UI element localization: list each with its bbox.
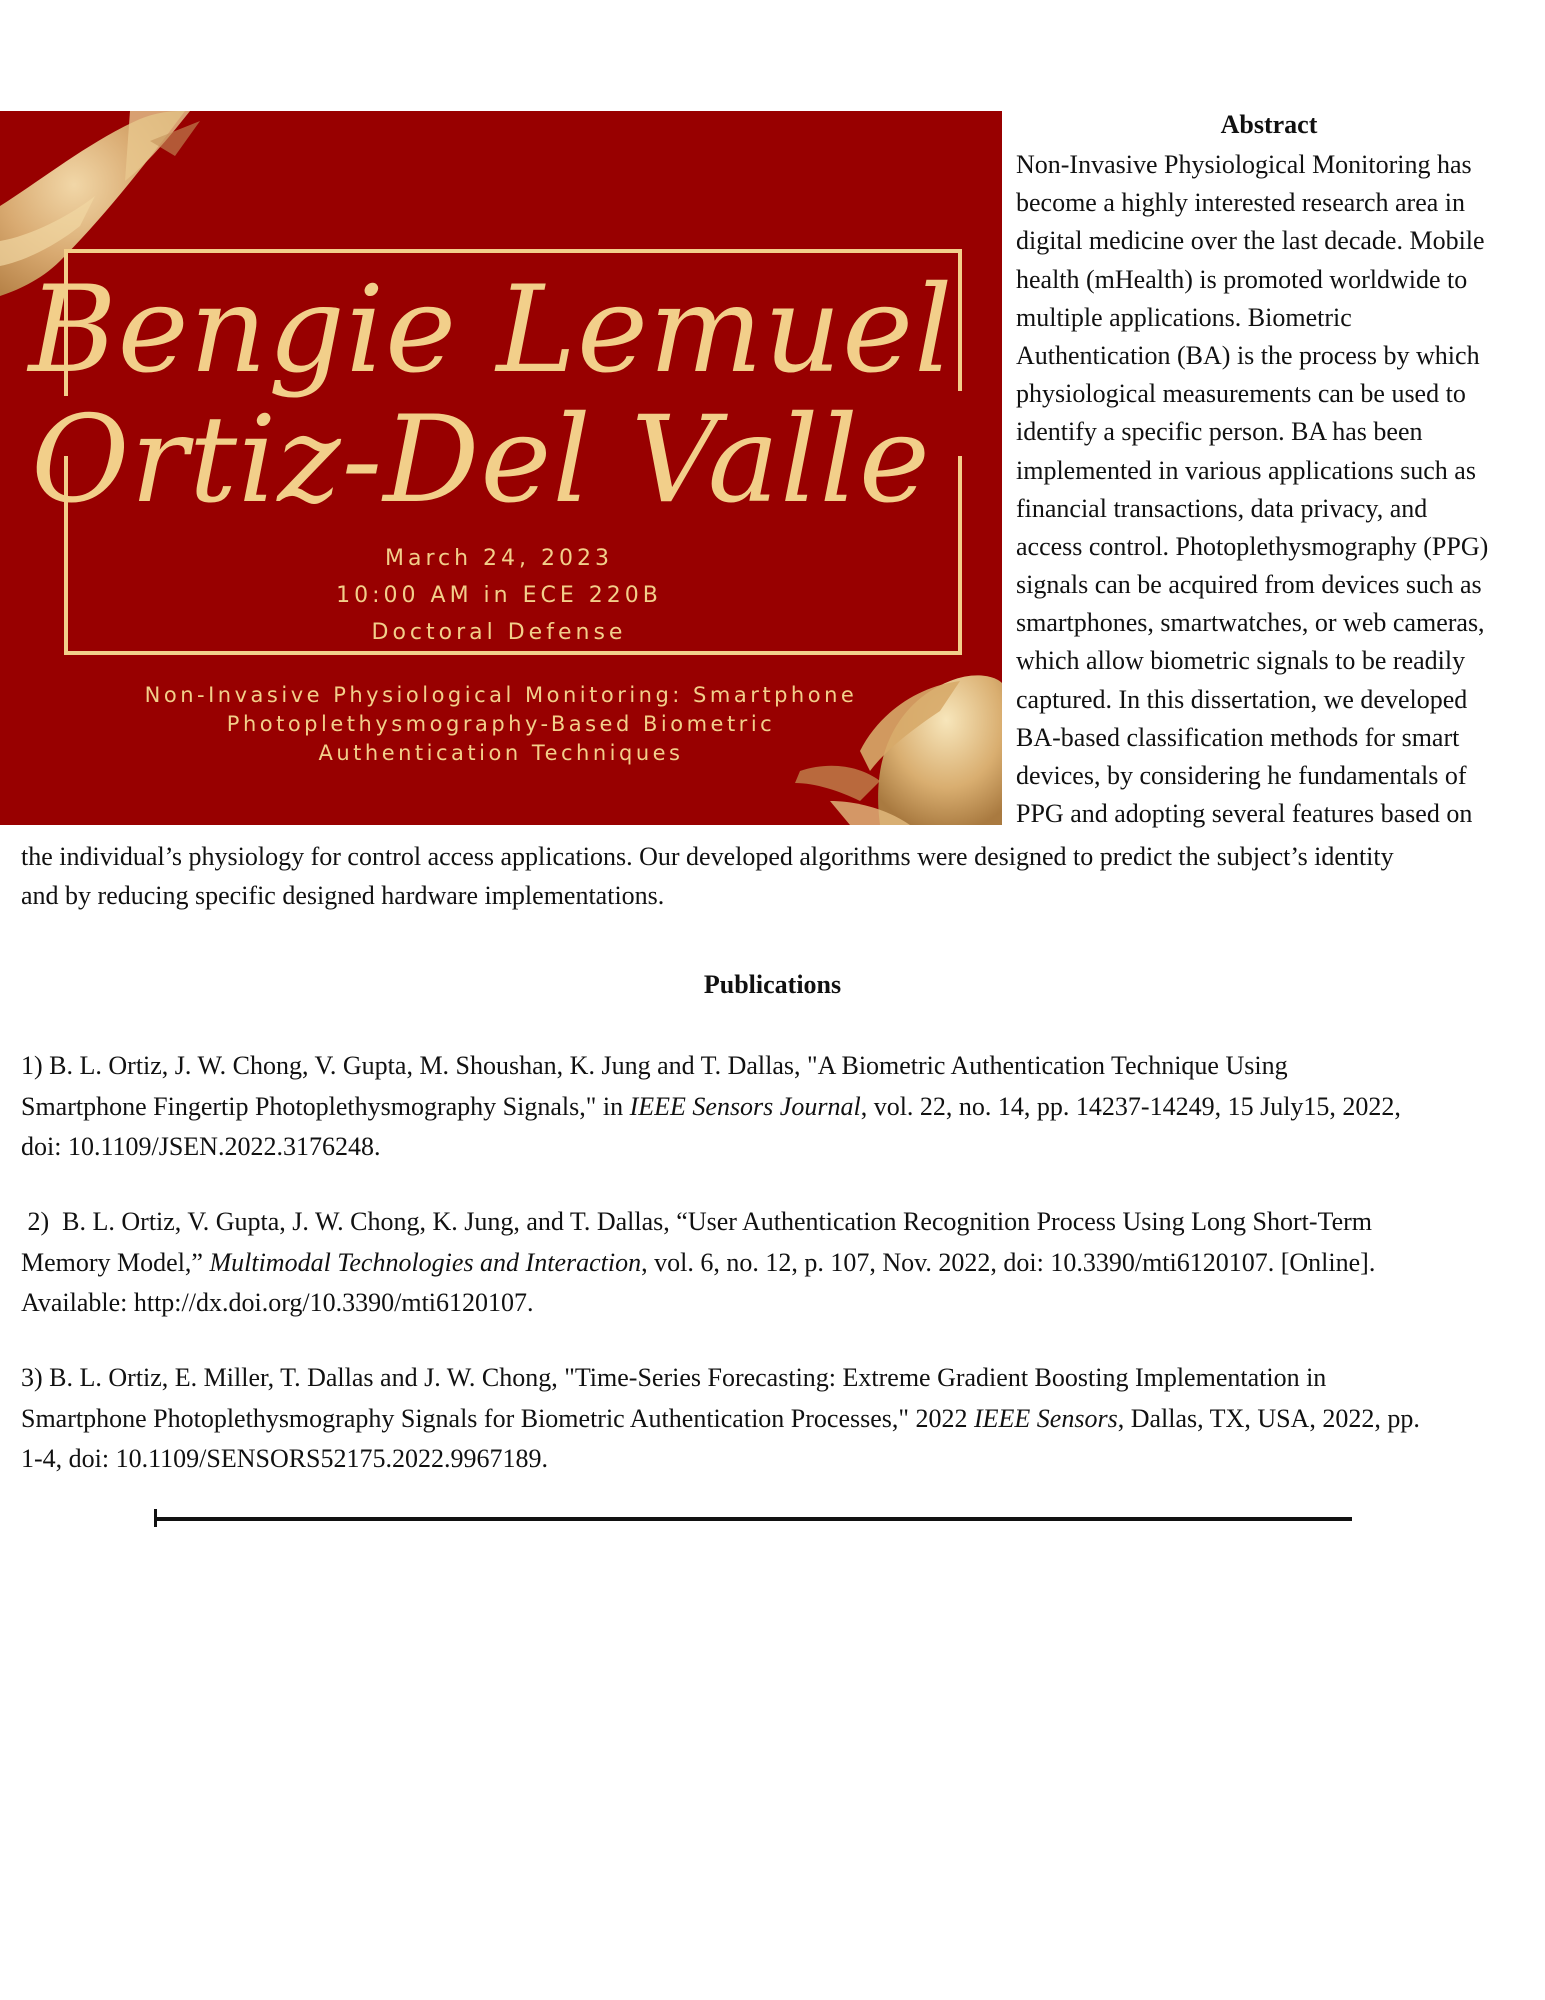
publication-line: 1-4, doi: 10.1109/SENSORS52175.2022.9967189.: [21, 1444, 549, 1473]
publication-line: 3) B. L. Ortiz, E. Miller, T. Dallas and J. W. Chong, "Time-Series Forecasting: Extreme Gradient Boosting Implementation in: [21, 1363, 1327, 1392]
event-date: March 24, 2023: [384, 546, 614, 571]
event-type: Doctoral Defense: [371, 620, 627, 645]
abstract-line: implemented in various applications such as: [1016, 455, 1476, 485]
publications-heading: Publications: [703, 970, 842, 999]
name-line-1: Bengie Lemuel: [28, 261, 954, 400]
abstract-line: PPG and adopting several features based on: [1016, 799, 1473, 829]
publication-item: [21, 1202, 1531, 1324]
abstract-line: digital medicine over the last decade. Mobile: [1016, 226, 1485, 256]
abstract-continuation: [21, 838, 1526, 915]
publication-item: [21, 1046, 1531, 1168]
abstract-line: Authentication (BA) is the process by which: [1016, 340, 1480, 370]
publication-venue: Multimodal Technologies and Interaction: [209, 1247, 642, 1277]
publication-line: 1) B. L. Ortiz, J. W. Chong, V. Gupta, M. Shoushan, K. Jung and T. Dallas, "A Biometric Authentication Technique Using: [21, 1051, 1288, 1080]
abstract-line: identify a specific person. BA has been: [1016, 417, 1423, 447]
abstract-line: become a highly interested research area in: [1016, 188, 1465, 218]
dissertation-title-line-2: Photoplethysmography-Based Biometric: [226, 712, 776, 736]
event-banner: [0, 111, 1002, 825]
publication-text: Smartphone Photoplethysmography Signals for Biometric Authentication Processes," 2022: [21, 1403, 974, 1433]
horizontal-divider: [155, 1517, 1352, 1521]
abstract-line: devices, by considering he fundamentals of: [1016, 761, 1467, 790]
abstract-line: BA-based classification methods for smart: [1016, 722, 1460, 752]
abstract-line: financial transactions, data privacy, and: [1016, 493, 1428, 523]
publication-venue: IEEE Sensors Journal: [629, 1091, 861, 1121]
abstract-line: the individual’s physiology for control access applications. Our developed algorithms were designed to predict the subject’s identity: [21, 842, 1394, 871]
abstract-column-text: [1016, 146, 1532, 833]
abstract-line: smartphones, smartwatches, or web cameras,: [1016, 608, 1485, 638]
publication-line: [21, 1087, 1531, 1128]
abstract-heading: Abstract: [1220, 110, 1318, 139]
event-time-location: 10:00 AM in ECE 220B: [336, 583, 662, 608]
publication-line: Available: http://dx.doi.org/10.3390/mti6120107.: [21, 1288, 534, 1317]
abstract-line: physiological measurements can be used to: [1016, 379, 1466, 409]
abstract-line: which allow biometric signals to be readily: [1016, 646, 1466, 676]
publication-item: [21, 1358, 1531, 1480]
abstract-line: captured. In this dissertation, we developed: [1016, 684, 1468, 714]
name-line-2: Ortiz-Del Valle: [31, 391, 931, 530]
publication-text: Memory Model,”: [21, 1247, 210, 1277]
publication-text: , vol. 6, no. 12, p. 107, Nov. 2022, doi: 10.3390/mti6120107. [Online].: [641, 1247, 1376, 1277]
publication-line: [21, 1399, 1531, 1440]
publication-line: 2) B. L. Ortiz, V. Gupta, J. W. Chong, K. Jung, and T. Dallas, “User Authentication Recognition Process Using Long Short-Term: [21, 1207, 1373, 1236]
dissertation-title-line-1: Non-Invasive Physiological Monitoring: Smartphone: [144, 683, 858, 707]
publication-venue: IEEE Sensors: [974, 1403, 1118, 1433]
publication-text: Smartphone Fingertip Photoplethysmography Signals," in: [21, 1091, 630, 1121]
publication-line: [21, 1243, 1531, 1284]
publication-text: , vol. 22, no. 14, pp. 14237-14249, 15 July15, 2022,: [860, 1091, 1401, 1121]
publication-line: doi: 10.1109/JSEN.2022.3176248.: [21, 1132, 381, 1161]
dissertation-title-line-3: Authentication Techniques: [318, 741, 684, 765]
abstract-line: and by reducing specific designed hardware implementations.: [21, 880, 665, 910]
publication-text: , Dallas, TX, USA, 2022, pp.: [1117, 1403, 1420, 1433]
abstract-line: access control. Photoplethysmography (PPG): [1016, 531, 1489, 561]
abstract-line: Non-Invasive Physiological Monitoring has: [1016, 150, 1472, 179]
abstract-line: health (mHealth) is promoted worldwide to: [1016, 264, 1468, 294]
abstract-line: signals can be acquired from devices such as: [1016, 570, 1482, 600]
abstract-line: multiple applications. Biometric: [1016, 302, 1352, 332]
